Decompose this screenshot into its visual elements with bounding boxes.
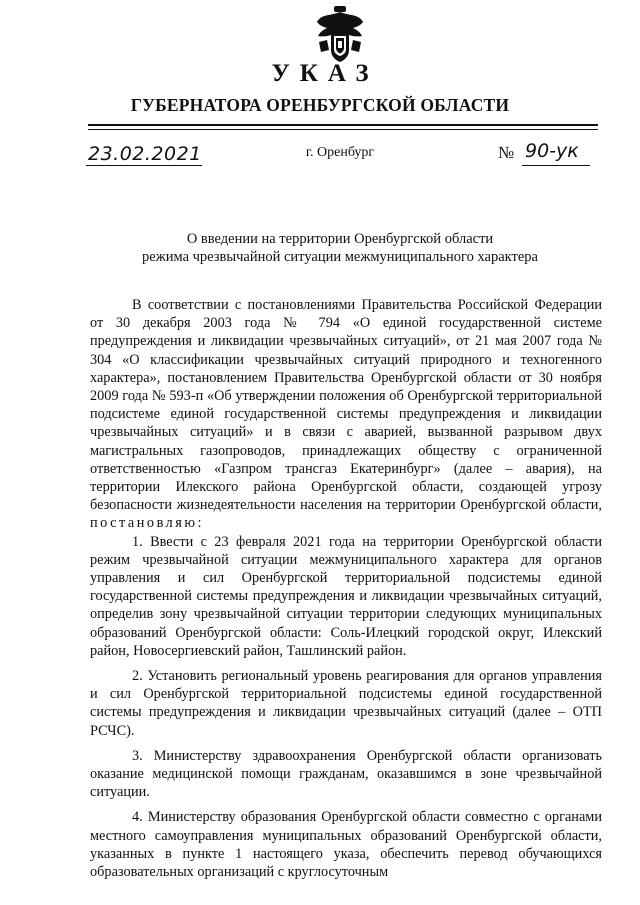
- number-underline: [522, 165, 590, 166]
- coat-of-arms-icon: [315, 6, 365, 64]
- item-3: 3. Министерству здравоохранения Оренбургской области организовать оказание медицинской помощи гражданам, оказавшимся в зоне чрезвычайной ситуации.: [90, 747, 602, 801]
- city-label: г. Оренбург: [305, 145, 375, 160]
- decree-word: постановляю:: [90, 515, 204, 532]
- item-1: 1. Ввести с 23 февраля 2021 года на территории Оренбургской области режим чрезвычайной ситуации межмуниципального характера для органов управления и сил Оренбургской территориальной подсистемы единой государственной системы предупреждения и ликвидации чрезвычайных ситуаций, определив зону чрезвычайной ситуации территории следующих муниципальных образований Оренбургской области: Соль-Илецкий городской округ, Илекский район, Новосергиевский район, Ташлинский район.: [90, 533, 602, 659]
- preamble-paragraph: [90, 296, 602, 533]
- date-underline: [86, 165, 202, 166]
- issuer-title: ГУБЕРНАТОРА ОРЕНБУРГСКОЙ ОБЛАСТИ: [130, 95, 510, 115]
- subject-line-1: О введении на территории Оренбургской области: [186, 231, 494, 247]
- handwritten-date: 23.02.2021: [88, 143, 202, 165]
- preamble-text: В соответствии с постановлениями Правительства Российской Федерации от 30 декабря 2003 года № 794 «О единой государственной системе предупреждения и ликвидации чрезвычайных ситуаций», от 21 мая 2007 года № 304 «О классификации чрезвычайных ситуаций природного и техногенного характера», постановлением Правительства Оренбургской области от 30 ноября 2009 года № 593-п «Об утверждении положения об Оренбургской территориальной подсистеме единой государственной системы предупреждения и ликвидации чрезвычайных ситуаций» и в связи с аварией, вызванной разрывом двух магистральных газопроводов, принадлежащих обществу с ограниченной ответственностью «Газпром трансгаз Екатеринбург» (далее – авария), на территории Илекского района Оренбургской области, создающей угрозу безопасности жизнедеятельности населения на территории Оренбургской области,: [90, 297, 602, 514]
- decree-body: [90, 296, 602, 881]
- number-sign: №: [498, 143, 515, 162]
- header-rule-thick: [88, 124, 598, 126]
- document-type-title: УКАЗ: [271, 60, 379, 87]
- handwritten-number: 90-ук: [525, 140, 579, 162]
- header-rule-thin: [88, 129, 598, 130]
- item-4: 4. Министерству образования Оренбургской области совместно с органами местного самоуправления муниципальных образований Оренбургской области, указанных в пункте 1 настоящего указа, обеспечить перевод обучающихся образовательных организаций с круглосуточным: [90, 809, 602, 881]
- subject-line-2: режима чрезвычайной ситуации межмуниципального характера: [142, 249, 538, 265]
- item-2: 2. Установить региональный уровень реагирования для органов управления и сил Оренбургской территориальной подсистемы единой государственной системы предупреждения и ликвидации чрезвычайных ситуаций (далее – ОТП РСЧС).: [90, 668, 602, 739]
- decree-subject: [100, 230, 580, 266]
